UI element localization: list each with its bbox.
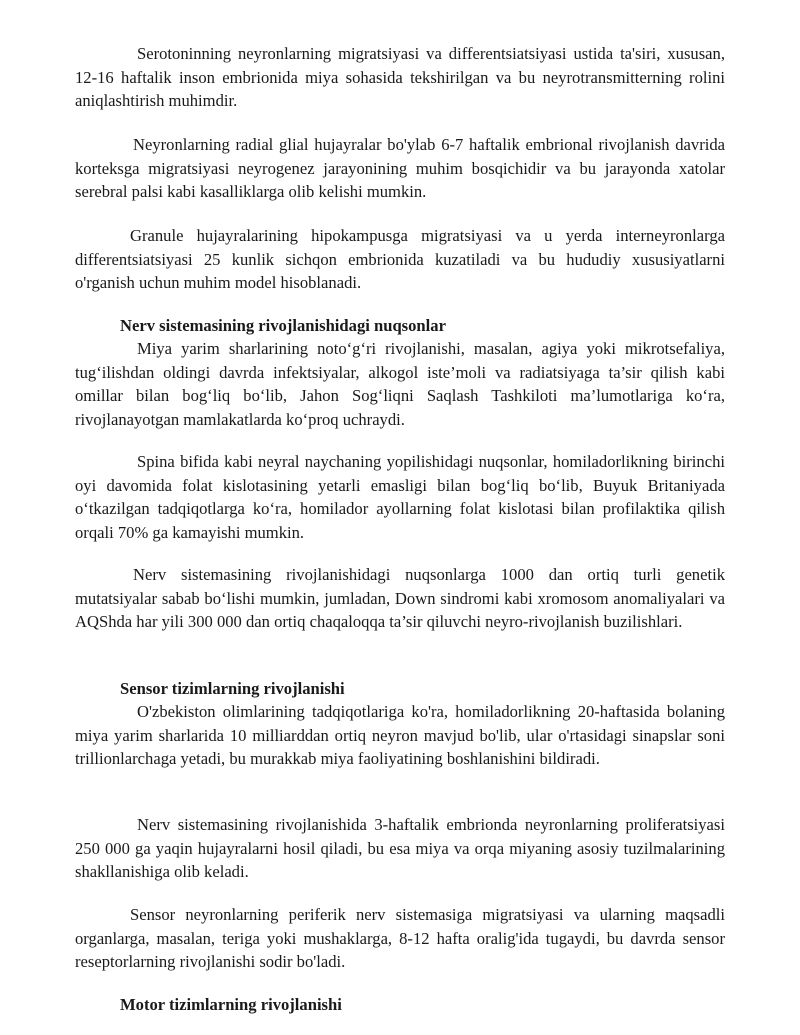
heading-nervous-system-defects: Nerv sistemasining rivojlanishidagi nuqsonlar (120, 316, 446, 335)
paragraph-hemisphere-malformation: Miya yarim sharlarining noto‘g‘ri rivojlanishi, masalan, agiya yoki mikrotsefaliya, tug‘ilishdan oldingi davrda infektsiyalar, alkogol iste’moli va radiatsiyaga ta’sir qilish kabi omillar bilan bog‘liq bo‘lib, Jahon Sog‘liqni Saqlash Tashkiloti ma’lumotlariga ko‘ra, rivojlanayotgan mamlakatlarda ko‘proq uchraydi. (75, 339, 725, 429)
paragraph-genetic-mutations: Nerv sistemasining rivojlanishidagi nuqsonlarga 1000 dan ortiq turli genetik mutatsiyalar sabab bo‘lishi mumkin, jumladan, Down sindromi kabi xromosom anomaliyalari va AQShda har yili 300 000 dan ortiq chaqaloqqa ta’sir qiluvchi neyro-rivojlanish buzilishlari. (75, 565, 725, 632)
heading-sensory-systems: Sensor tizimlarning rivojlanishi (120, 679, 345, 698)
paragraph-spina-bifida: Spina bifida kabi neyral naychaning yopilishidagi nuqsonlar, homiladorlikning birinchi oyi davomida folat kislotasining yetarli emasligi bilan bog‘liq bo‘lib, Buyuk Britaniyada o‘tkazilgan tadqiqotlarga ko‘ra, homilador ayollarning folat kislotasi bilan profilaktika qilish orqali 70% ga kamayishi mumkin. (75, 452, 725, 542)
paragraph-sensory-neuron-migration: Sensor neyronlarning periferik nerv sistemasiga migratsiyasi va ularning maqsadli organlarga, masalan, teriga yoki mushaklarga, 8-12 hafta oralig'ida tugaydi, bu davrda sensor reseptorlarning rivojlanishi sodir bo'ladi. (75, 905, 725, 972)
paragraph-uzbek-research: O'zbekiston olimlarining tadqiqotlariga ko'ra, homiladorlikning 20-haftasida bolaning miya yarim sharlarida 10 milliarddan ortiq neyron mavjud bo'lib, ular o'rtasidagi sinapslar soni trillionlarchaga yetadi, bu murakkab miya faoliyatining boshlanishini bildiradi. (75, 702, 725, 769)
paragraph-neuron-proliferation: Nerv sistemasining rivojlanishida 3-haftalik embrionda neyronlarning proliferatsiyasi 250 000 ga yaqin hujayralarni hosil qiladi, bu esa miya va orqa miyaning asosiy tuzilmalarining shakllanishiga olib keladi. (75, 815, 725, 882)
paragraph-serotonin: Serotoninning neyronlarning migratsiyasi va differentsiatsiyasi ustida ta'siri, xususan, 12-16 haftalik inson embrionida miya sohasida tekshirilgan va bu neyrotransmitterning rolini aniqlashtirish muhimdir. (75, 44, 725, 111)
heading-motor-systems: Motor tizimlarning rivojlanishi (120, 995, 342, 1014)
paragraph-granule-cells: Granule hujayralarining hipokampusga migratsiyasi va u yerda interneyronlarga differentsiatsiyasi 25 kunlik sichqon embrionida kuzatiladi va bu hududiy xususiyatlarni o'rganish uchun muhim model hisoblanadi. (75, 226, 725, 293)
paragraph-radial-glial-migration: Neyronlarning radial glial hujayralar bo'ylab 6-7 haftalik embrional rivojlanish davrida korteksga migratsiyasi neyrogenez jarayonining muhim bosqichidir va bu jarayonda xatolar serebral palsi kabi kasalliklarga olib kelishi mumkin. (75, 135, 725, 202)
